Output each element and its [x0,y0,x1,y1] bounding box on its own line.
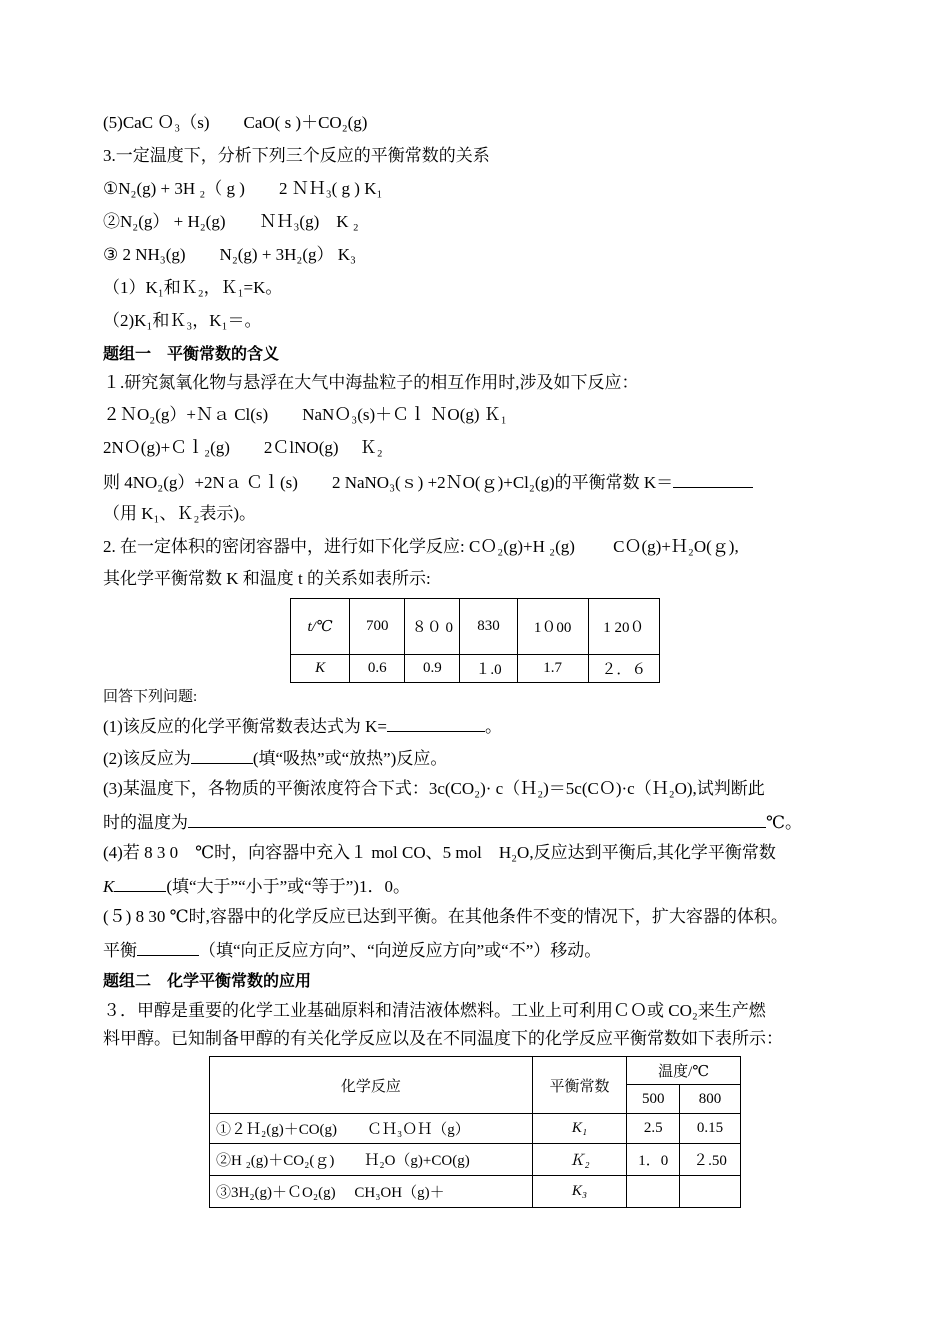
table-cell-reaction: ③3H₂(g)＋ＣO₂(g) CH₃OH（g)＋ [210,1176,533,1208]
reaction-3: ③ 2 NH₃(g) N₂(g) + 3H₂(g） K₃ [103,245,356,264]
table-row [210,1057,741,1085]
table-row-label: K [291,655,350,683]
answer-blank-compare[interactable] [114,874,166,892]
section-heading-1: 题组一 平衡常数的含义 [103,344,280,363]
table-header-temp-800: 800 [680,1085,741,1114]
problem-1-intro: １.研究氮氧化物与悬浮在大气中海盐粒子的相互作用时,涉及如下反应： [103,373,639,392]
question-2-1 [103,714,502,738]
table-header-cell: 700 [350,599,405,655]
reaction-5: (5)CaC Ｏ₃（s) CaO( s )＋CO₂(g) [103,113,368,132]
answer-blank-k[interactable] [673,470,753,488]
table-cell: 0.6 [350,655,405,683]
table-cell: 0.15 [680,1114,741,1144]
section-heading-2: 题组二 化学平衡常数的应用 [103,971,312,990]
reaction-1: ①N₂(g) + 3H ₂（ g ) 2 ＮＨ₃( g ) K₁ [103,179,383,198]
problem-3-intro-cont: 料甲醇。已知制备甲醇的有关化学反应以及在不同温度下的化学反应平衡常数如下表所示： [103,1029,783,1048]
table-cell: 0.9 [405,655,460,683]
table-header-temp-500: 500 [627,1085,680,1114]
problem-2-intro-cont: 其化学平衡常数 K 和温度 t 的关系如表所示: [103,569,431,588]
question-2-3: (3)某温度下，各物质的平衡浓度符合下式：3c(CO₂)· c（Ｈ₂)＝5c(CＯ)·c（Ｈ₂O),试判断此 [103,779,765,798]
table-row [291,599,660,655]
table-cell: 1.7 [517,655,588,683]
question-2-4-end: (填“大于”“小于”或“等于”)1．0。 [166,877,410,896]
table-row [210,1114,741,1144]
table-cell: １.0 [460,655,517,683]
table-cell: ２.50 [680,1144,741,1176]
methanol-reactions-table [209,1056,741,1208]
answer-blank-temperature[interactable] [188,810,766,828]
table-header-cell: 1 20０ [588,599,659,655]
sub-question-1: （1）K₁和Ｋ₂，Ｋ₁=K。 [103,278,283,297]
question-2-2 [103,746,447,770]
sub-question-2: （2)K₁和Ｋ₃，K₁＝。 [103,311,262,330]
table-cell[interactable] [627,1176,680,1208]
problem-3-intro: ３．甲醇是重要的化学工业基础原料和清洁液体燃料。工业上可利用ＣＯ或 CO₂来生产燃 [103,1001,766,1020]
question-2-3-cont [103,810,802,834]
answer-blank-direction[interactable] [137,938,199,956]
k-symbol: K [103,877,115,896]
question-2-3-end: ℃。 [766,813,803,832]
question-2-2-text: (2)该反应为 [103,749,191,768]
k-temperature-table [290,598,660,683]
question-2-4: (4)若 8 3 0 ℃时，向容器中充入１ mol CO、5 mol H₂O,反应达到平衡后,其化学平衡常数 [103,843,776,862]
table-cell-reaction: ②H ₂(g)＋CO₂(ｇ) Ｈ₂O（g)+CO(g) [210,1144,533,1176]
table-header-temperature: 温度/℃ [627,1057,741,1085]
question-2-5-cont [103,938,601,962]
question-2-4-cont [103,874,410,898]
question-2-3-text: 时的温度为 [103,813,188,832]
table-cell-constant: Ｋ₂ [532,1144,627,1176]
table-cell: ２．６ [588,655,659,683]
table-header-constant: 平衡常数 [532,1057,627,1114]
table-row [291,655,660,683]
question-2-5: (５) 8 30 ℃时,容器中的化学反应已达到平衡。在其他条件不变的情况下，扩大容器的体积。 [103,907,788,926]
table-row [210,1176,741,1208]
table-row [210,1144,741,1176]
table-header-cell: 1０00 [517,599,588,655]
question-2-5-text: 平衡 [103,941,137,960]
table-header-cell: t/℃ [291,599,350,655]
table-header-cell: 830 [460,599,517,655]
table-cell: 1．0 [627,1144,680,1176]
answer-blank-heat[interactable] [191,746,253,764]
question-2-1-text: (1)该反应的化学平衡常数表达式为 K= [103,717,387,736]
table-cell-constant: K₃ [532,1176,627,1208]
question-2-5-end: （填“向正反应方向”、“向逆反应方向”或“不”）移动。 [199,941,602,960]
problem-1-reaction-a: ２ＮO₂(g）+Ｎａ Cl(s) NaNＯ₃(s)＋Ｃｌ ＮO(g) Ｋ₁ [103,405,507,424]
problem-1-note: （用 K₁、Ｋ₂表示)。 [103,504,257,523]
answer-prompt: 回答下列问题: [103,689,198,705]
table-header-reaction: 化学反应 [210,1057,533,1114]
reaction-2: ②N₂(g） + H₂(g) ＮＨ₃(g) K ₂ [103,212,359,231]
problem-1-reaction-b: 2NＯ(g)+Ｃｌ₂(g) 2ＣlNO(g) Ｋ₂ [103,438,383,457]
question-2-2-end: (填“吸热”或“放热”)反应。 [252,749,448,768]
question-3-title: 3.一定温度下，分析下列三个反应的平衡常数的关系 [103,146,490,165]
table-cell-reaction: ①２Ｈ₂(g)＋CO(g) ＣＨ₃ＯＨ（g） [210,1114,533,1144]
table-cell: 2.5 [627,1114,680,1144]
answer-blank-expression[interactable] [387,714,485,732]
problem-2-intro: 2. 在一定体积的密闭容器中，进行如下化学反应: CＯ₂(g)+H ₂(g) CＯ(g)+Ｈ₂O(ｇ), [103,537,739,556]
question-2-1-end: 。 [484,717,502,736]
table-cell-constant: K₁ [532,1114,627,1144]
table-cell[interactable] [680,1176,741,1208]
table-header-cell: ８０ 0 [405,599,460,655]
problem-1-question [103,470,753,494]
problem-1-question-text: 则 4NO₂(g）+2Nａ Ｃｌ(s) 2 NaNO₃(ｓ) +2ＮO(ｇ)+Cl₂(g)的平衡常数 K＝ [103,473,674,492]
